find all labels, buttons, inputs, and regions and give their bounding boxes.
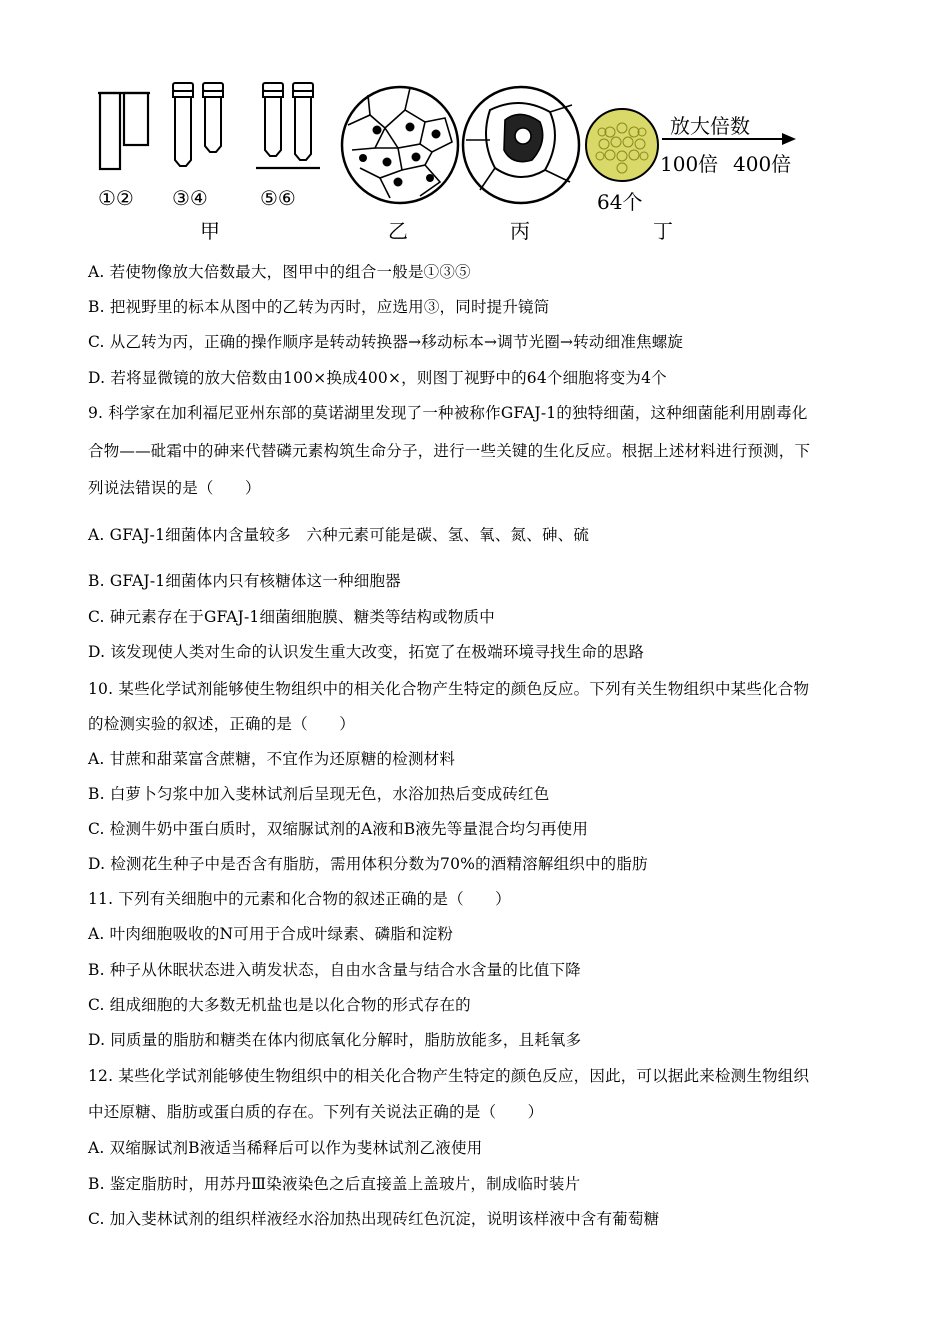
q10-stem-line: 的检测实验的叙述，正确的是（ ） bbox=[88, 715, 355, 733]
q9-option-d: D. 该发现使人类对生命的认识发生重大改变，拓宽了在极端环境寻找生命的思路 bbox=[88, 643, 645, 661]
q12-option-a: A. 双缩脲试剂B液适当稀释后可以作为斐林试剂乙液使用 bbox=[88, 1139, 483, 1157]
label-jia: 甲 bbox=[200, 219, 220, 243]
q11-option-b: B. 种子从休眠状态进入萌发状态，自由水含量与结合水含量的比值下降 bbox=[88, 961, 581, 979]
q11-option-c: C. 组成细胞的大多数无机盐也是以化合物的形式存在的 bbox=[88, 996, 471, 1014]
view-yi-icon bbox=[342, 87, 458, 203]
q10-option-d: D. 检测花生种子中是否含有脂肪，需用体积分数为70%的酒精溶解组织中的脂肪 bbox=[88, 855, 648, 873]
label-mag-400: 400倍 bbox=[733, 152, 792, 176]
label-mag-100: 100倍 bbox=[660, 152, 719, 176]
q8-option-c: C. 从乙转为丙，正确的操作顺序是转动转换器→移动标本→调节光圈→转动细准焦螺旋 bbox=[88, 333, 684, 351]
q11-option-d: D. 同质量的脂肪和糖类在体内彻底氧化分解时，脂肪放能多，且耗氧多 bbox=[88, 1031, 582, 1049]
q10-stem-line: 10. 某些化学试剂能够使生物组织中的相关化合物产生特定的颜色反应。下列有关生物组织中某些化合物 bbox=[88, 680, 810, 698]
q10-option-c: C. 检测牛奶中蛋白质时，双缩脲试剂的A液和B液先等量混合均匀再使用 bbox=[88, 820, 589, 838]
eyepiece-pair-icon bbox=[98, 93, 150, 169]
label-magnification-title: 放大倍数 bbox=[670, 114, 750, 138]
view-ding-icon bbox=[586, 109, 658, 181]
label-bing: 丙 bbox=[510, 219, 530, 243]
q9-option-b: B. GFAJ-1细菌体内只有核糖体这一种细胞器 bbox=[88, 572, 401, 590]
q9-option-c: C. 砷元素存在于GFAJ-1细菌细胞膜、糖类等结构或物质中 bbox=[88, 608, 495, 626]
view-bing-icon bbox=[463, 87, 579, 203]
q10-option-a: A. 甘蔗和甜菜富含蔗糖，不宜作为还原糖的检测材料 bbox=[88, 750, 456, 768]
label-34: ③④ bbox=[172, 186, 208, 210]
q9-stem-line: 9. 科学家在加利福尼亚州东部的莫诺湖里发现了一种被称作GFAJ-1的独特细菌，这种细菌能利用剧毒化 bbox=[88, 404, 808, 422]
q11-option-a: A. 叶肉细胞吸收的N可用于合成叶绿素、磷脂和淀粉 bbox=[88, 925, 454, 943]
eyepiece-1-icon bbox=[100, 93, 120, 169]
microscope-figure bbox=[80, 70, 880, 245]
q8-option-b: B. 把视野里的标本从图中的乙转为丙时，应选用③，同时提升镜筒 bbox=[88, 298, 550, 316]
label-ding: 丁 bbox=[653, 219, 673, 243]
q8-option-d: D. 若将显微镜的放大倍数由100×换成400×，则图丁视野中的64个细胞将变为4个 bbox=[88, 369, 667, 387]
q9-option-a: A. GFAJ-1细菌体内含量较多 六种元素可能是碳、氢、氧、氮、砷、硫 bbox=[88, 526, 590, 544]
q10-option-b: B. 白萝卜匀浆中加入斐林试剂后呈现无色，水浴加热后变成砖红色 bbox=[88, 785, 550, 803]
objective-pair-long-icon bbox=[256, 83, 320, 168]
q12-stem-line: 12. 某些化学试剂能够使生物组织中的相关化合物产生特定的颜色反应，因此，可以据此来检测生物组织 bbox=[88, 1067, 810, 1085]
q12-option-b: B. 鉴定脂肪时，用苏丹Ⅲ染液染色之后直接盖上盖玻片，制成临时装片 bbox=[88, 1175, 581, 1193]
label-cell-count: 64个 bbox=[597, 190, 643, 214]
eyepiece-2-icon bbox=[124, 93, 148, 145]
q9-stem-line: 合物——砒霜中的砷来代替磷元素构筑生命分子，进行一些关键的生化反应。根据上述材料进行预测，下 bbox=[88, 442, 811, 460]
label-12: ①② bbox=[98, 186, 134, 210]
q12-option-c: C. 加入斐林试剂的组织样液经水浴加热出现砖红色沉淀，说明该样液中含有葡萄糖 bbox=[88, 1210, 660, 1228]
objective-pair-short-icon bbox=[173, 83, 223, 166]
q9-stem-line: 列说法错误的是（ ） bbox=[88, 479, 261, 497]
label-56: ⑤⑥ bbox=[260, 186, 296, 210]
label-yi: 乙 bbox=[388, 219, 408, 243]
q11-stem-line: 11. 下列有关细胞中的元素和化合物的叙述正确的是（ ） bbox=[88, 890, 511, 908]
q8-option-a: A. 若使物像放大倍数最大，图甲中的组合一般是①③⑤ bbox=[88, 263, 471, 281]
q12-stem-line: 中还原糖、脂肪或蛋白质的存在。下列有关说法正确的是（ ） bbox=[88, 1103, 544, 1121]
